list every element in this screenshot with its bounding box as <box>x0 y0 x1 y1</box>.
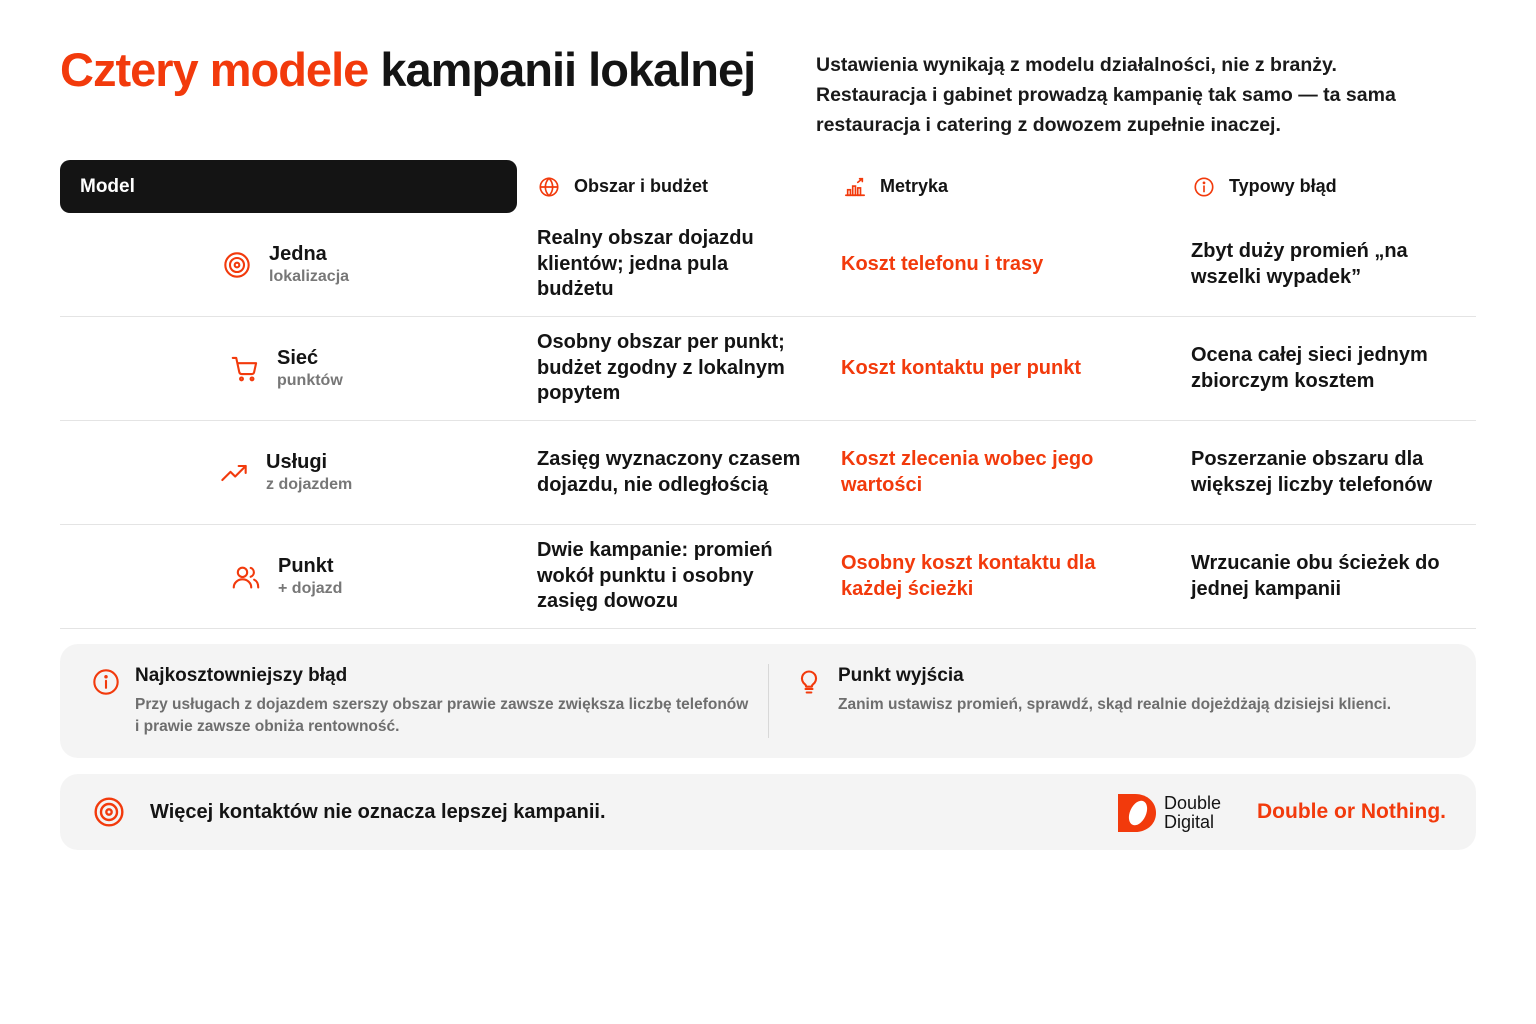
model-subtitle: lokalizacja <box>269 267 350 285</box>
starting-point-note <box>795 664 1455 716</box>
column-header-model: Model <box>60 160 517 213</box>
error-cell: Poszerzanie obszaru dla większej liczby telefonów <box>1191 448 1433 496</box>
metric-cell: Koszt telefonu i trasy <box>841 252 1044 275</box>
model-table <box>60 213 1476 629</box>
logo-wordmark <box>1164 794 1221 832</box>
footer-bar <box>60 774 1476 850</box>
metric-cell: Osobny koszt kontaktu dla każdej ścieżki <box>841 552 1096 600</box>
users-icon <box>232 563 260 591</box>
model-name: Sieć <box>277 346 319 369</box>
table-row <box>60 213 1476 317</box>
model-cell <box>232 525 342 628</box>
column-header-error-label: Typowy błąd <box>1229 176 1337 196</box>
error-cell: Ocena całej sieci jednym zbiorczym kosztem <box>1191 344 1428 392</box>
model-cell <box>231 317 343 420</box>
costliest-error-note <box>92 664 752 738</box>
model-name: Punkt <box>278 554 334 577</box>
error-cell: Wrzucanie obu ścieżek do jednej kampanii <box>1191 552 1440 600</box>
starting-point-text: Zanim ustawisz promień, sprawdź, skąd realnie dojeżdżają dzisiejsi klienci. <box>838 696 1392 713</box>
column-header-metric <box>844 160 948 213</box>
model-cell <box>220 421 352 524</box>
footer-statement: Więcej kontaktów nie oznacza lepszej kampanii. <box>150 800 606 823</box>
costliest-error-title: Najkosztowniejszy błąd <box>135 665 348 686</box>
info-icon <box>92 668 120 696</box>
table-row <box>60 421 1476 525</box>
model-name: Usługi <box>266 450 328 473</box>
error-cell: Zbyt duży promień „na wszelki wypadek” <box>1191 240 1408 288</box>
area-cell: Dwie kampanie: promień wokół punktu i osobny zasięg dowozu <box>537 539 773 613</box>
intro-text: Ustawienia wynikają z modelu działalności, nie z branży. Restauracja i gabinet prowadzą kampanię tak samo — ta sama restauracja i catering z dowozem zupełnie inaczej. <box>816 54 1396 136</box>
metric-cell: Koszt zlecenia wobec jego wartości <box>841 448 1094 496</box>
costliest-error-text: Przy usługach z dojazdem szerszy obszar prawie zawsze zwiększa liczbę telefonów i prawie zawsze obniża rentowność. <box>135 696 749 735</box>
divider <box>768 664 769 738</box>
model-cell <box>223 213 349 316</box>
starting-point-title: Punkt wyjścia <box>838 665 964 686</box>
area-cell: Osobny obszar per punkt; budżet zgodny z lokalnym popytem <box>537 331 785 405</box>
table-header <box>60 160 1476 213</box>
column-header-area-label: Obszar i budżet <box>574 176 709 196</box>
trending-up-icon <box>220 459 248 487</box>
title-accent: Cztery modele <box>60 43 369 96</box>
title-rest: kampanii lokalnej <box>380 43 756 96</box>
target-icon <box>93 796 125 828</box>
column-header-area <box>538 160 708 213</box>
model-subtitle: z dojazdem <box>266 475 353 493</box>
logo-line-1: Double <box>1164 793 1222 813</box>
lightbulb-icon <box>795 668 823 696</box>
globe-icon <box>538 176 560 198</box>
logo-line-2: Digital <box>1164 812 1215 832</box>
table-row <box>60 525 1476 629</box>
tagline: Double or Nothing. <box>1257 800 1446 823</box>
model-subtitle: + dojazd <box>278 579 343 597</box>
model-name: Jedna <box>269 242 327 265</box>
model-subtitle: punktów <box>277 371 343 389</box>
chart-icon <box>844 176 866 198</box>
company-logo <box>1116 791 1232 835</box>
column-header-error <box>1193 160 1337 213</box>
target-icon <box>223 251 251 279</box>
info-panel <box>60 644 1476 758</box>
column-header-metric-label: Metryka <box>880 176 949 196</box>
table-row <box>60 317 1476 421</box>
metric-cell: Koszt kontaktu per punkt <box>841 356 1082 379</box>
info-icon <box>1193 176 1215 198</box>
area-cell: Zasięg wyznaczony czasem dojazdu, nie odległością <box>537 448 801 496</box>
page-title <box>60 42 755 97</box>
cart-icon <box>231 355 259 383</box>
double-digital-logo-icon <box>1116 793 1158 833</box>
area-cell: Realny obszar dojazdu klientów; jedna pula budżetu <box>537 227 754 301</box>
